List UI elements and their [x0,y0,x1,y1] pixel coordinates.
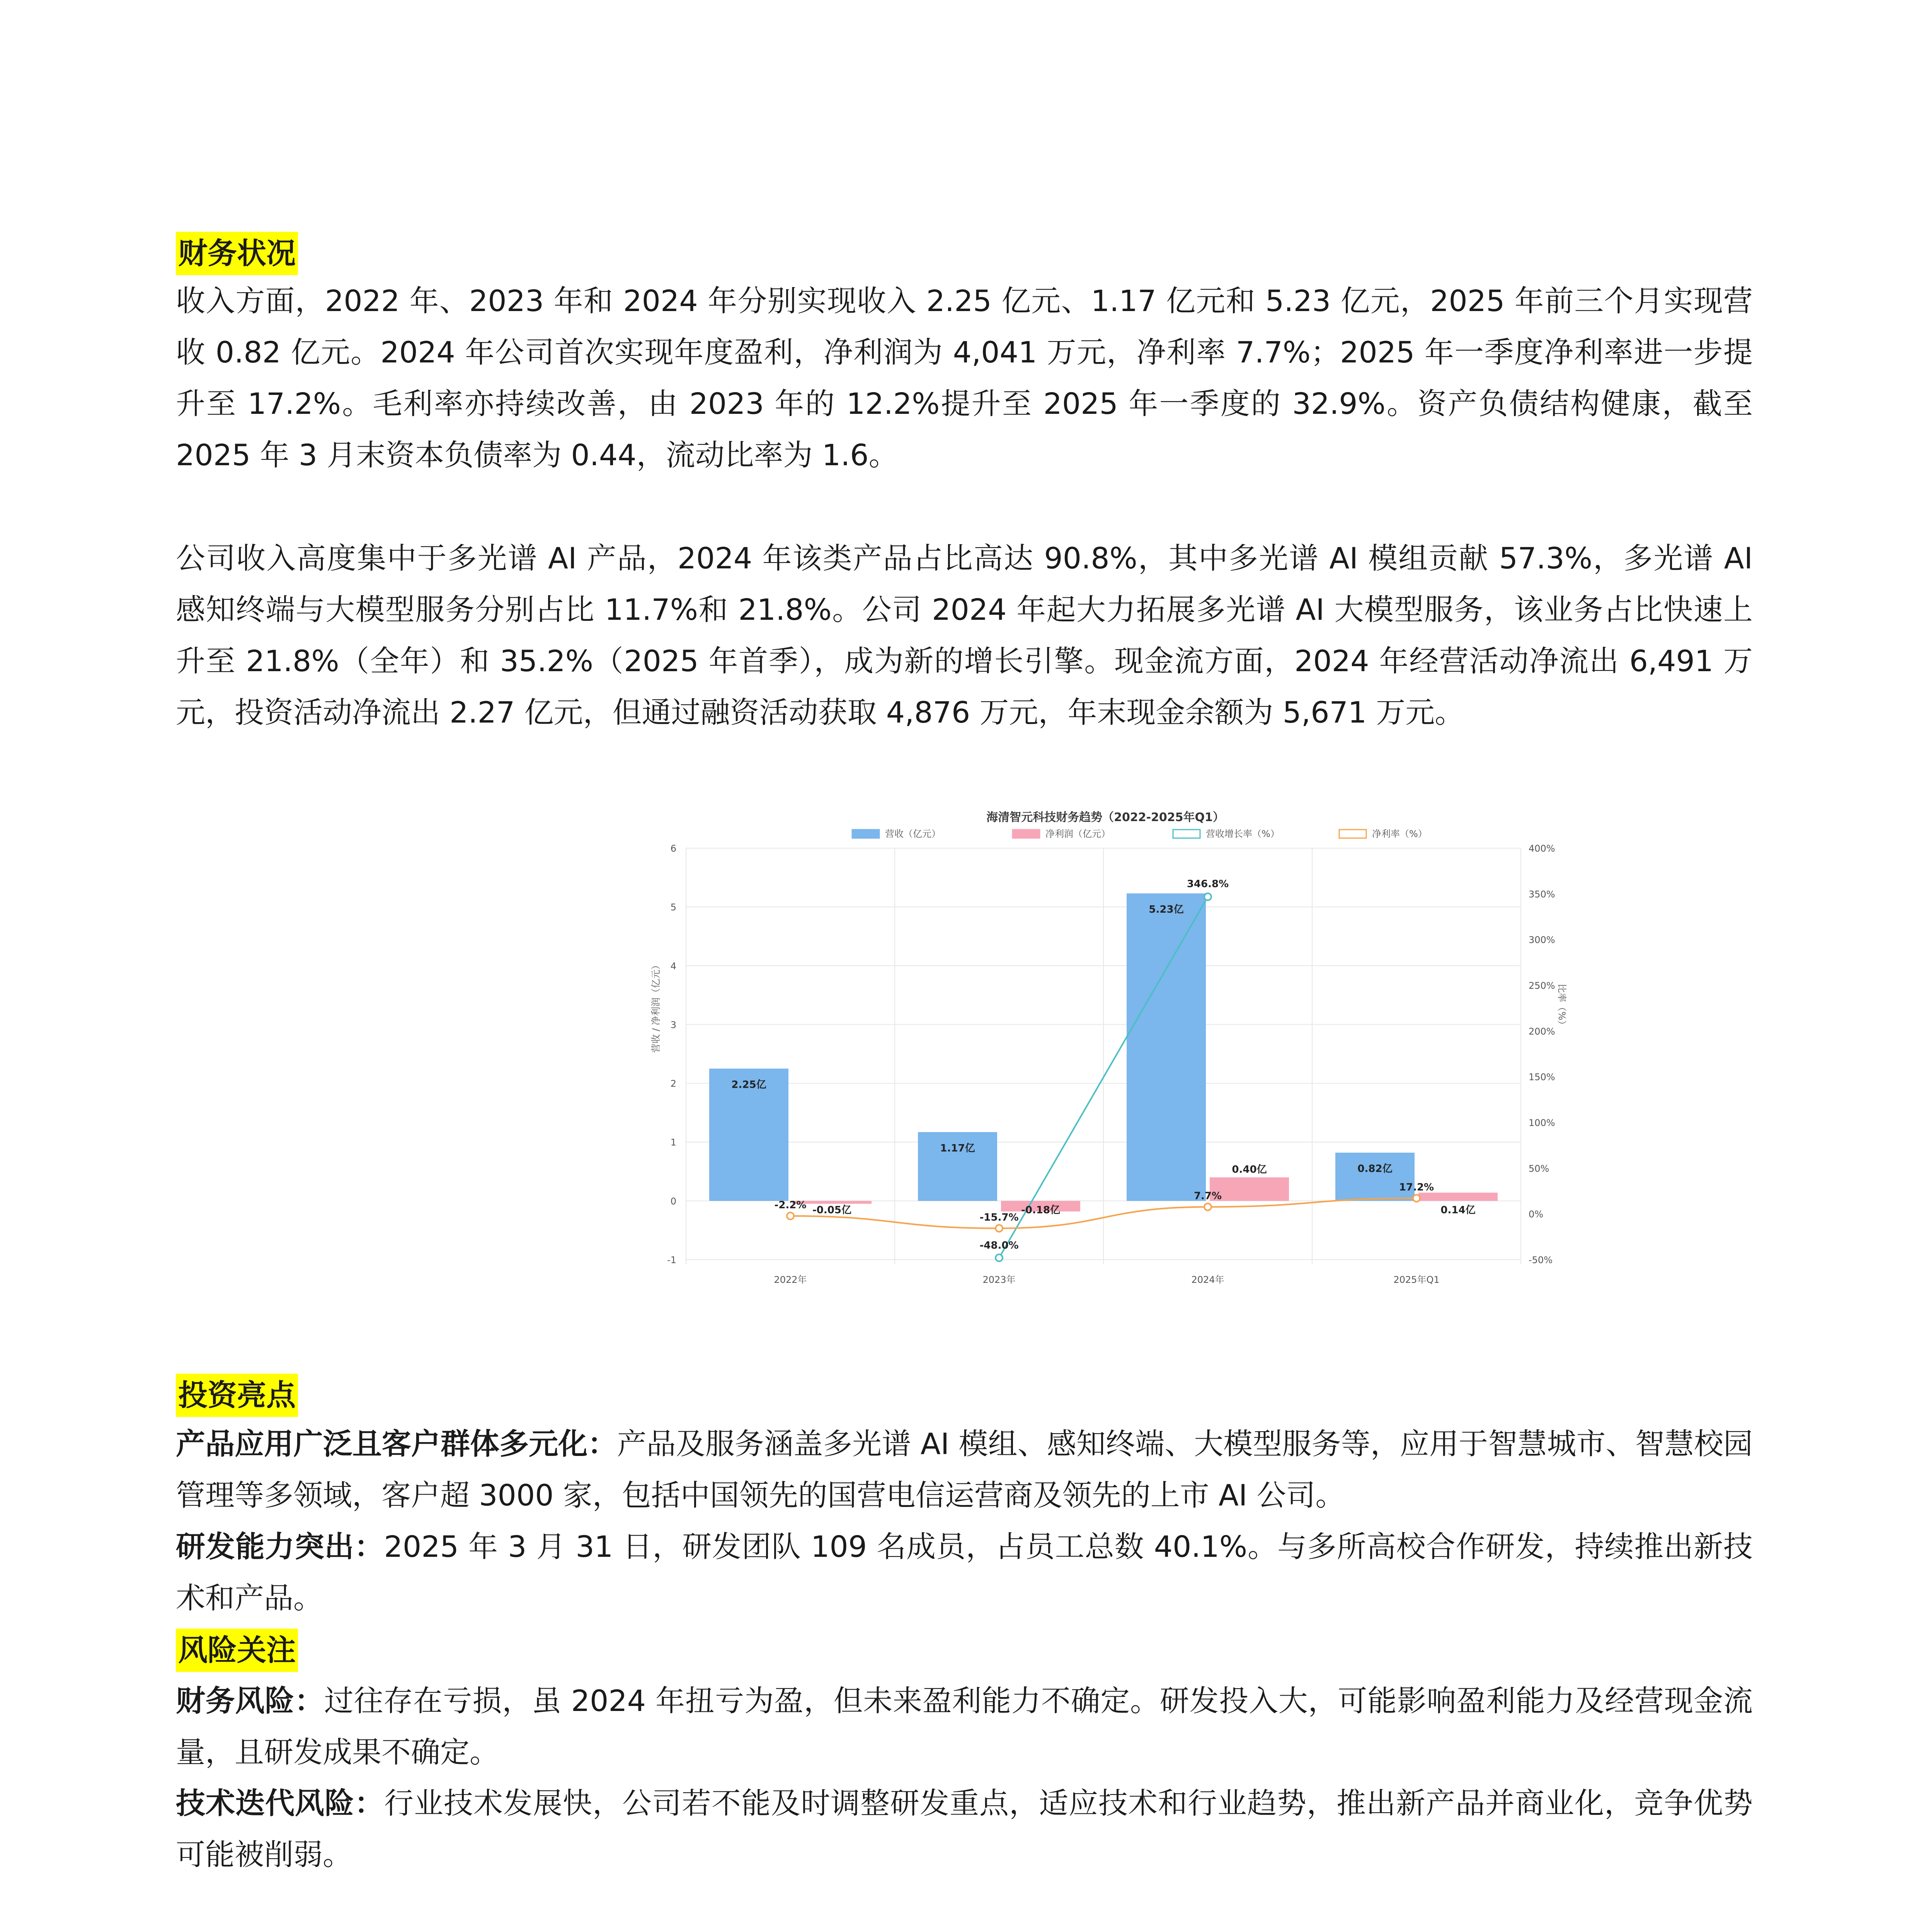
chart-x-ticks [774,1274,1439,1285]
y-tick-right: 0% [1529,1209,1544,1220]
chart-svg [636,806,1575,1312]
y-tick-right: 250% [1529,980,1555,991]
legend-swatch-4 [1339,830,1366,838]
net-margin-data-label: 7.7% [1193,1190,1222,1202]
revenue-bar [1335,1153,1415,1201]
y-tick-left: 4 [670,961,676,972]
growth-rate-data-label: -48.0% [979,1240,1019,1252]
y-tick-left: 5 [670,902,676,913]
legend-label-2: 净利润（亿元） [1045,828,1110,839]
highlight-1-text: 产品及服务涵盖多光谱 AI 模组、感知终端、大模型服务等，应用于智慧城市、智慧校园管理等多领域，客户超 3000 家，包括中国领先的国营电信运营商及领先的上市 AI 公司。 [176,1427,1753,1512]
financial-trend-chart [636,806,1575,1312]
net-margin-data-label: -2.2% [774,1199,807,1211]
risk-item-2 [176,1777,1753,1880]
net-margin-data-label: -15.7% [979,1211,1019,1223]
y-tick-left: 3 [670,1019,676,1031]
y-tick-right: 150% [1529,1071,1555,1083]
net-profit-bar [1418,1193,1498,1201]
y-tick-right: 100% [1529,1117,1555,1128]
legend-label-1: 营收（亿元） [885,828,941,839]
risks-heading: 风险关注 [176,1629,298,1672]
y-axis-right-label: 比率（%） [1556,983,1567,1030]
growth-rate-point [1204,893,1211,900]
net-margin-point [996,1225,1003,1232]
chart-title: 海清智元科技财务趋势（2022-2025年Q1） [986,811,1224,824]
section-heading-risks [176,1629,298,1672]
revenue-data-label: 1.17亿 [940,1142,975,1154]
revenue-data-label: 0.82亿 [1357,1163,1393,1175]
net-margin-point [787,1213,794,1219]
financial-p1: 收入方面，2022 年、2023 年和 2024 年分别实现收入 2.25 亿元、1.17 亿元和 5.23 亿元，2025 年前三个月实现营收 0.82 亿元。2024 年公司首次实现年度盈利，净利润为 4,041 万元，净利率 7.7%；2025 年一季度净利率进一步提升至 17.2%。毛利率亦持续改善，由 2023 年的 12.2%提升至 2025 年一季度的 32.9%。资产负债结构健康，截至 2025 年 3 月末资本负债率为 0.44，流动比率为 1.6。 [176,284,1753,472]
net-profit-data-label: 0.40亿 [1232,1164,1267,1175]
x-tick-label: 2025年Q1 [1393,1274,1440,1285]
revenue-data-label: 5.23亿 [1149,904,1184,916]
financial-paragraph-2 [176,532,1753,738]
section-heading-highlights [176,1374,298,1417]
y-tick-right: 400% [1529,843,1555,854]
highlights-heading: 投资亮点 [176,1374,298,1417]
highlight-2-title: 研发能力突出： [176,1529,384,1564]
risk-1-text: 过往存在亏损，虽 2024 年扭亏为盈，但未来盈利能力不确定。研发投入大，可能影响盈利能力及经营现金流量，且研发成果不确定。 [176,1684,1753,1769]
financial-heading: 财务状况 [176,232,298,275]
risk-2-title: 技术迭代风险： [176,1786,384,1820]
revenue-data-label: 2.25亿 [731,1079,766,1091]
y-tick-left: 2 [670,1078,676,1089]
x-tick-label: 2024年 [1191,1274,1224,1285]
risk-1-title: 财务风险： [176,1684,324,1718]
highlight-1-title: 产品应用广泛且客户群体多元化： [176,1427,617,1461]
highlight-2-text: 2025 年 3 月 31 日，研发团队 109 名成员，占员工总数 40.1%。与多所高校合作研发，持续推出新技术和产品。 [176,1529,1753,1615]
x-tick-label: 2022年 [774,1274,807,1285]
y-tick-left: -1 [667,1255,676,1265]
y-tick-right: -50% [1529,1255,1553,1265]
financial-paragraph-1 [176,275,1753,481]
net-profit-data-label: -0.05亿 [812,1204,851,1216]
growth-rate-data-label: 346.8% [1187,878,1229,890]
y-tick-left: 0 [670,1196,676,1207]
risk-2-text: 行业技术发展快，公司若不能及时调整研发重点，适应技术和行业趋势，推出新产品并商业化，竞争优势可能被削弱。 [176,1786,1753,1872]
y-tick-right: 300% [1529,934,1555,946]
growth-rate-point [996,1254,1003,1261]
legend-swatch-1 [852,830,879,838]
y-tick-left: 6 [670,843,676,854]
y-tick-right: 200% [1529,1026,1555,1037]
highlight-item-2 [176,1521,1753,1624]
chart-legend [852,828,1427,839]
risk-item-1 [176,1675,1753,1778]
y-tick-right: 350% [1529,889,1555,900]
y-tick-left: 1 [670,1137,676,1148]
y-tick-right: 50% [1529,1163,1549,1174]
legend-swatch-3 [1173,830,1200,838]
net-margin-point [1204,1203,1211,1210]
y-axis-left-label: 营收 / 净利润（亿元） [650,960,661,1053]
net-margin-point [1413,1195,1420,1202]
legend-label-4: 净利率（%） [1372,828,1427,839]
legend-label-3: 营收增长率（%） [1206,828,1280,839]
x-tick-label: 2023年 [982,1274,1016,1285]
net-margin-data-label: 17.2% [1399,1181,1434,1193]
revenue-bar [1127,893,1206,1201]
legend-swatch-2 [1013,830,1040,838]
financial-p2: 公司收入高度集中于多光谱 AI 产品，2024 年该类产品占比高达 90.8%，其中多光谱 AI 模组贡献 57.3%，多光谱 AI 感知终端与大模型服务分别占比 11.7%和 21.8%。公司 2024 年起大力拓展多光谱 AI 大模型服务，该业务占比快速上升至 21.8%（全年）和 35.2%（2025 年首季），成为新的增长引擎。现金流方面，2024 年经营活动净流出 6,491 万元，投资活动净流出 2.27 亿元，但通过融资活动获取 4,876 万元，年末现金余额为 5,671 万元。 [176,541,1753,730]
highlight-item-1 [176,1418,1753,1521]
net-profit-data-label: -0.18亿 [1021,1204,1060,1216]
net-profit-data-label: 0.14亿 [1440,1204,1476,1216]
section-heading-financial [176,232,298,275]
